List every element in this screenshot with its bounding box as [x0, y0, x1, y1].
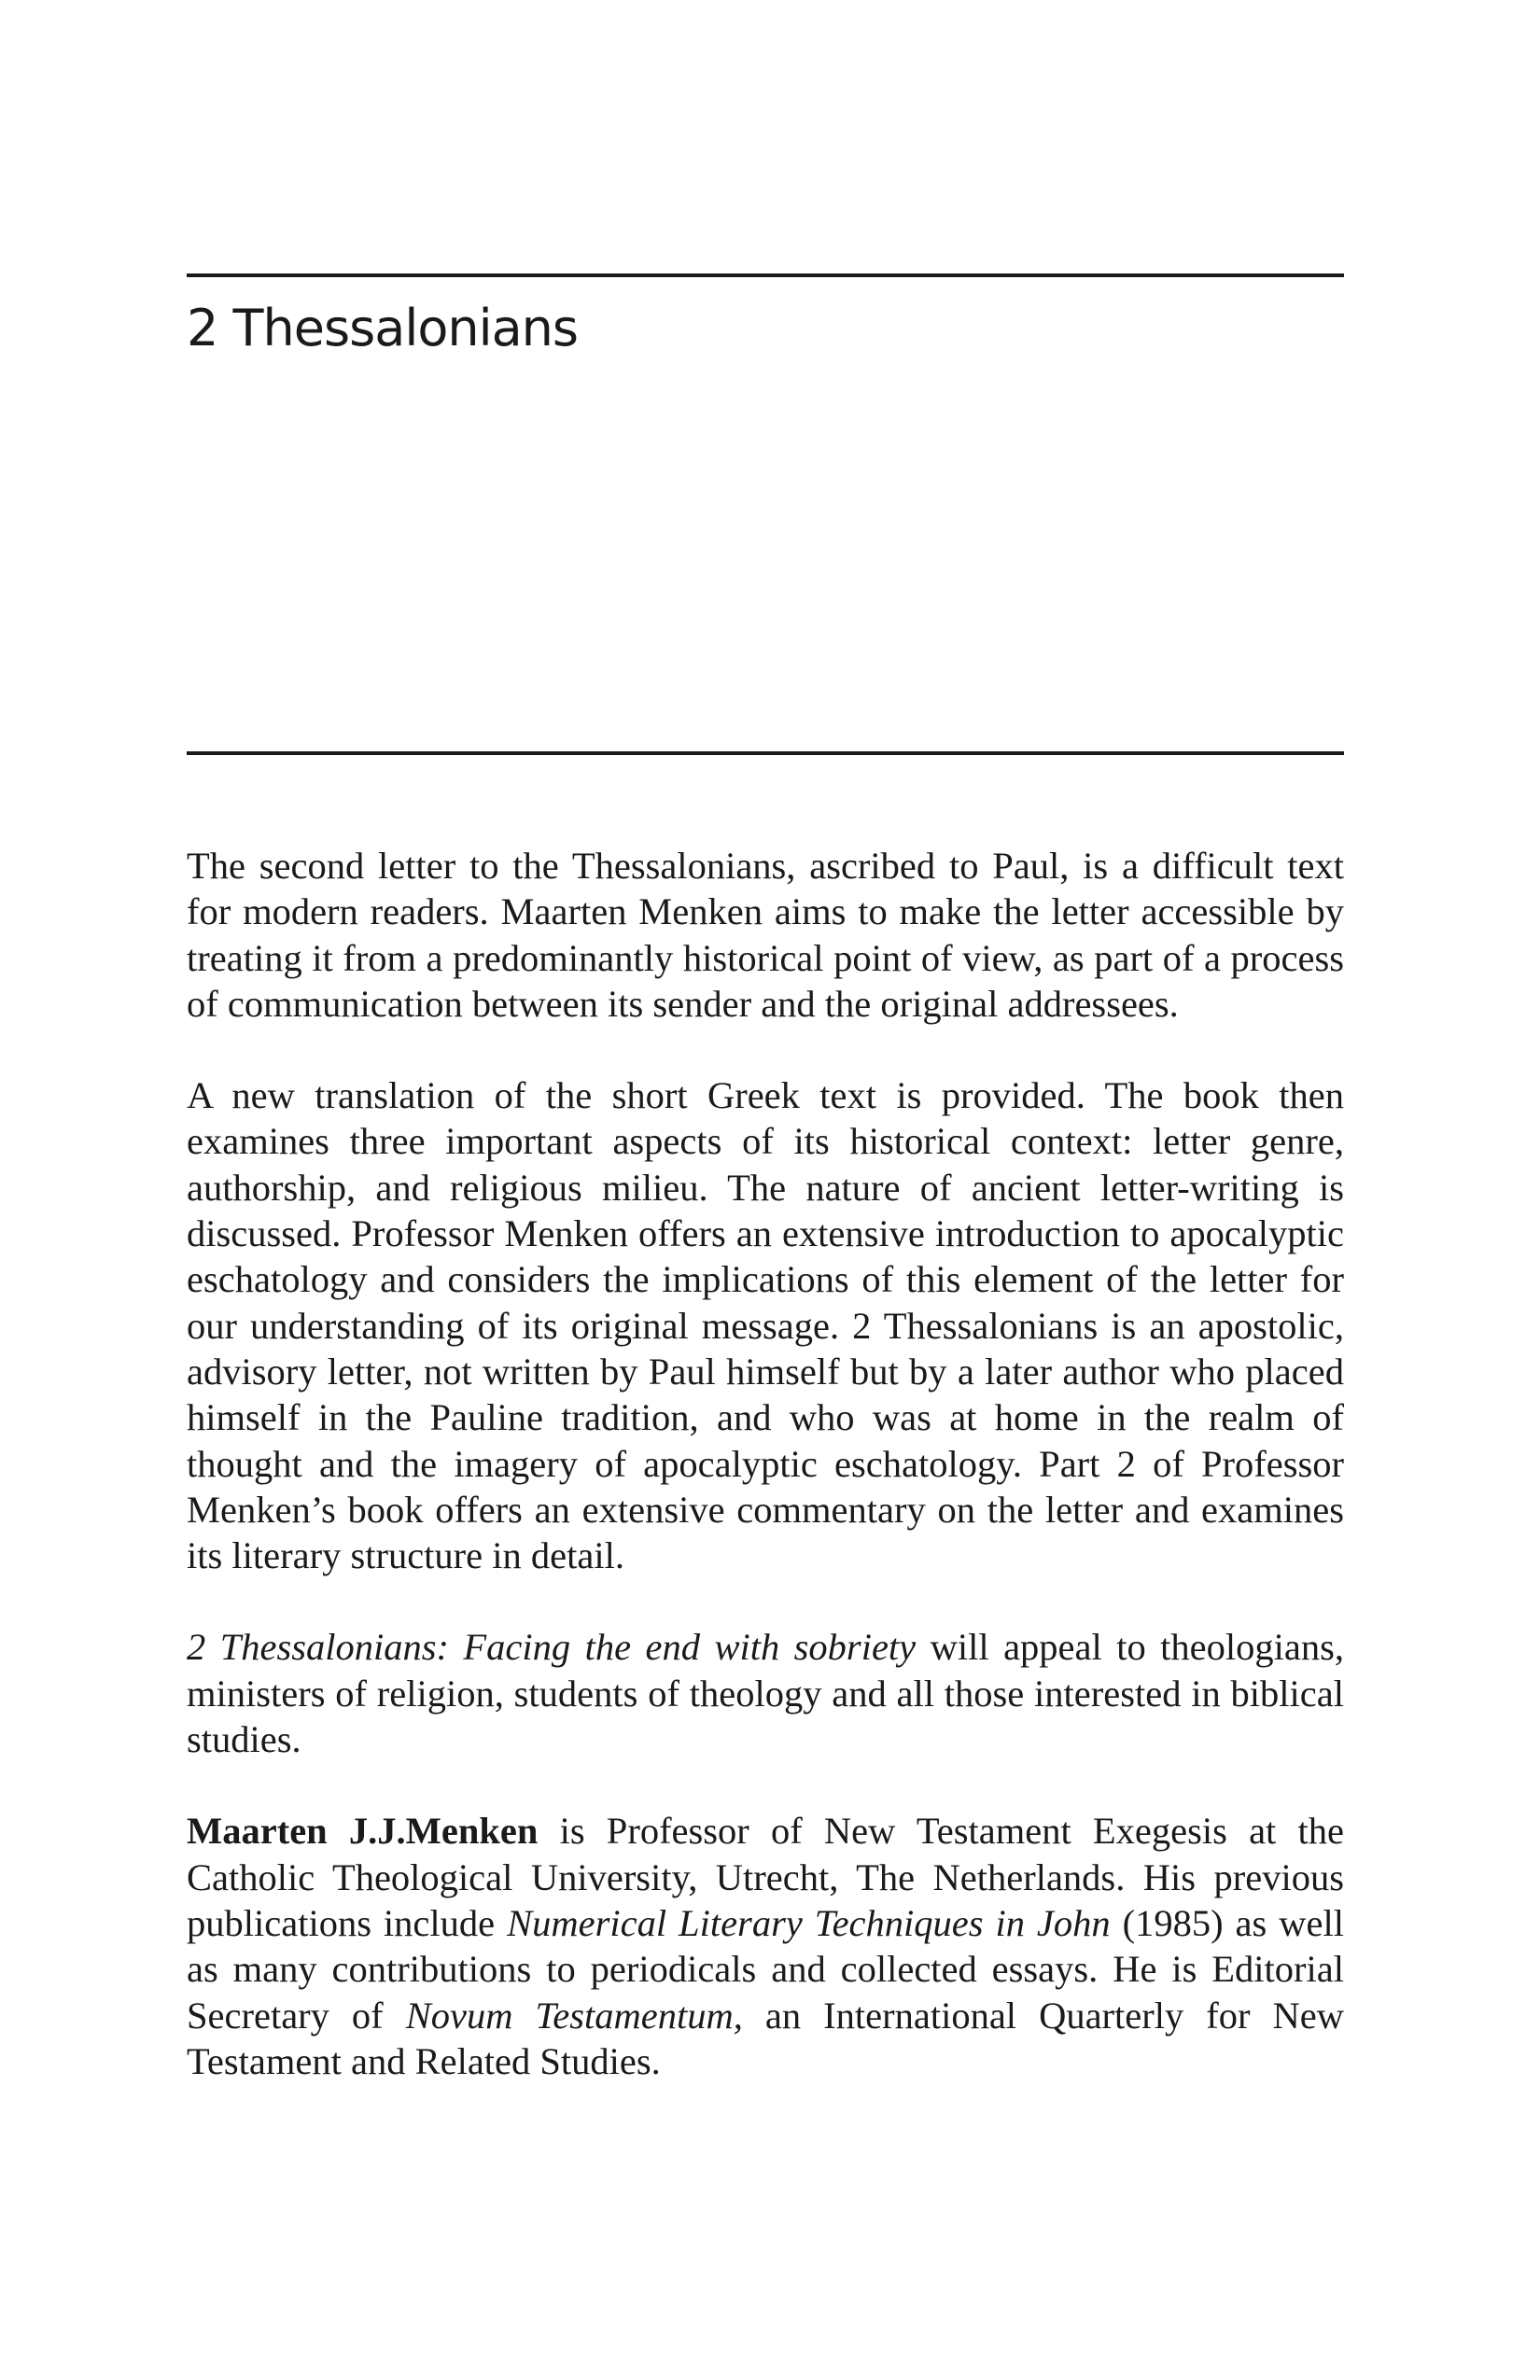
paragraph-intro: The second letter to the Thessalonians, ascribed to Paul, is a difficult text for modern readers. Maarten Menken aims to make the letter accessible by treating it from a predominantly historical point of view, as part of a process of communication between its sender and the original addressees.: [187, 845, 1344, 1025]
audience-text: will appeal to theologians, ministers of religion, students of theology and all those interested in biblical studies.: [187, 1626, 1344, 1761]
journal-title: Novum Testamentum,: [405, 1994, 743, 2037]
top-rule: [187, 273, 1344, 277]
paragraph-audience: [187, 1624, 1344, 1762]
blurb-text: [187, 843, 1344, 2084]
book-title: 2 Thessalonians: Facing the end with sobriety: [187, 1626, 917, 1669]
publication-title: Numerical Literary Techniques in John: [507, 1901, 1111, 1944]
paragraph-contents: A new translation of the short Greek text is provided. The book then examines three important aspects of its historical context: letter genre, authorship, and religious milieu. The nature of ancient letter-writing is discussed. Professor Menken offers an extensive introduction to apocalyptic eschatology and considers the implications of this element of the letter for our understanding of its original message. 2 Thessalonians is an apostolic, advisory letter, not written by Paul himself but by a later author who placed himself in the Pauline tradition, and who was at home in the realm of thought and the imagery of apocalyptic eschatology. Part 2 of Professor Menken’s book offers an extensive commentary on the letter and examines its literary structure in detail.: [187, 1074, 1344, 1577]
author-name: Maarten J.J.Menken: [187, 1810, 539, 1853]
page-title: 2 Thessalonians: [187, 299, 579, 357]
bio-text-2: (1985) as well as many contributions to periodicals and collected essays. He is Editorial Secretary of: [187, 1901, 1344, 2037]
bottom-rule: [187, 751, 1344, 755]
bio-text-3: an International Quarterly for New Testament and Related Studies.: [187, 1994, 1344, 2082]
paragraph-author-bio: [187, 1808, 1344, 2084]
bio-text-1: is Professor of New Testament Exegesis at the Catholic Theological University, Utrecht, The Netherlands. His previous publications include: [187, 1810, 1344, 1944]
